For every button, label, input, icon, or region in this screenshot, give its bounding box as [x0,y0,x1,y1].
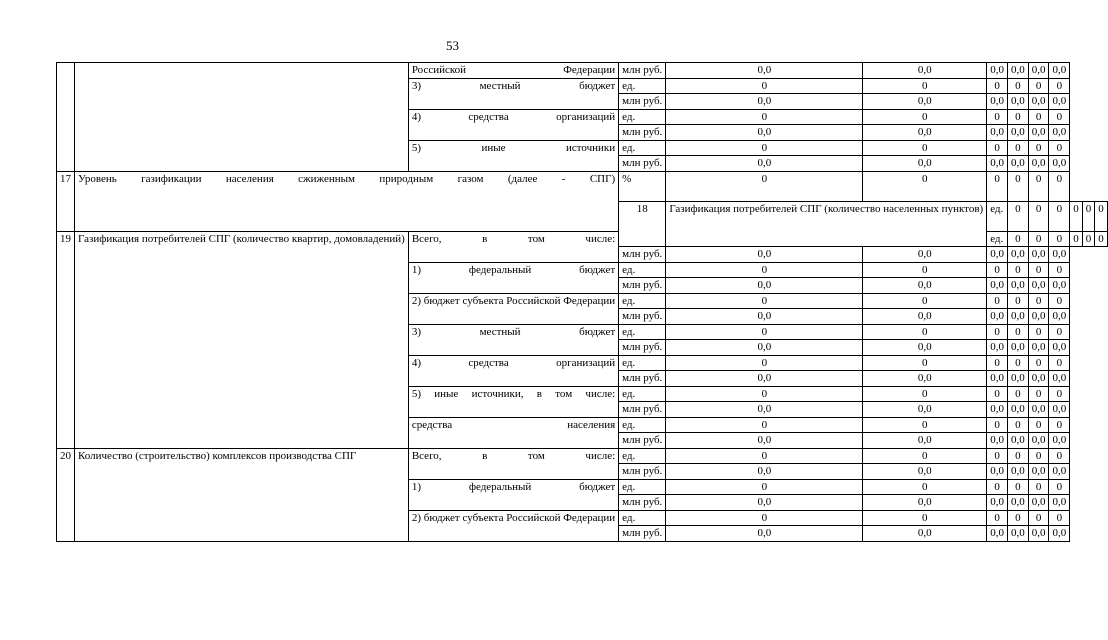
value-cell: 0,0 [666,340,863,356]
unit-cell: ед. [619,262,666,278]
unit-cell: млн руб. [619,464,666,480]
value-cell: 0 [666,140,863,156]
indicator-name: Количество (строительство) комплексов производства СПГ [75,448,409,541]
value-cell: 0,0 [1049,495,1070,511]
value-cell: 0,0 [987,63,1008,79]
value-cell: 0,0 [1007,340,1028,356]
funding-source: Российской Федерации [408,63,618,79]
value-cell: 0 [1049,262,1070,278]
value-cell: 0,0 [1049,247,1070,263]
value-cell: 0 [987,324,1008,340]
value-cell: 0,0 [863,94,987,110]
unit-cell: ед. [619,78,666,94]
value-cell: 0 [1028,78,1049,94]
value-cell: 0,0 [863,340,987,356]
unit-cell: млн руб. [619,309,666,325]
value-cell: 0 [1095,231,1108,247]
value-cell: 0 [987,386,1008,402]
value-cell: 0 [1007,78,1028,94]
value-cell: 0 [863,78,987,94]
value-cell: 0,0 [1028,340,1049,356]
value-cell: 0 [1007,324,1028,340]
value-cell: 0 [863,171,987,201]
unit-cell: ед. [619,293,666,309]
value-cell: 0 [1095,201,1108,231]
value-cell: 0 [1028,171,1049,201]
value-cell: 0 [1028,262,1049,278]
value-cell: 0,0 [987,94,1008,110]
value-cell: 0,0 [863,402,987,418]
unit-cell: ед. [619,510,666,526]
value-cell: 0 [863,324,987,340]
value-cell: 0 [863,355,987,371]
value-cell: 0,0 [987,464,1008,480]
value-cell: 0 [1049,201,1070,231]
value-cell: 0 [1028,510,1049,526]
unit-cell: млн руб. [619,526,666,542]
value-cell: 0 [1049,355,1070,371]
value-cell: 0,0 [1028,309,1049,325]
value-cell: 0,0 [987,433,1008,449]
value-cell: 0,0 [1007,94,1028,110]
unit-cell: млн руб. [619,433,666,449]
value-cell: 0,0 [666,278,863,294]
value-cell: 0,0 [666,371,863,387]
value-cell: 0 [987,293,1008,309]
value-cell: 0,0 [1007,63,1028,79]
value-cell: 0,0 [863,125,987,141]
row-number: 19 [57,231,75,448]
value-cell: 0,0 [1028,125,1049,141]
unit-cell: ед. [619,479,666,495]
value-cell: 0 [1049,140,1070,156]
unit-cell: млн руб. [619,156,666,172]
value-cell: 0,0 [666,433,863,449]
value-cell: 0 [666,171,863,201]
value-cell: 0,0 [666,402,863,418]
value-cell: 0 [987,448,1008,464]
value-cell: 0 [987,109,1008,125]
row-number: 17 [57,171,75,231]
value-cell: 0,0 [666,94,863,110]
value-cell: 0,0 [1049,309,1070,325]
indicator-name: Газификация потребителей СПГ (количество квартир, домовладений) [75,231,409,448]
funding-source: Всего, в том числе: [408,448,618,479]
value-cell: 0 [1049,448,1070,464]
unit-cell: млн руб. [619,94,666,110]
value-cell: 0 [1028,386,1049,402]
value-cell: 0,0 [666,63,863,79]
value-cell: 0,0 [987,371,1008,387]
value-cell: 0 [863,479,987,495]
funding-source: 3) местный бюджет [408,324,618,355]
value-cell: 0 [666,479,863,495]
value-cell: 0,0 [863,433,987,449]
value-cell: 0,0 [1007,526,1028,542]
value-cell: 0 [1007,510,1028,526]
value-cell: 0,0 [1049,340,1070,356]
value-cell: 0,0 [666,247,863,263]
unit-cell: млн руб. [619,125,666,141]
page-number: 53 [446,38,459,53]
value-cell: 0 [1007,201,1028,231]
table-row [57,171,1108,201]
value-cell: 0,0 [1049,402,1070,418]
value-cell: 0,0 [1007,433,1028,449]
value-cell: 0 [1028,417,1049,433]
value-cell: 0,0 [666,125,863,141]
value-cell: 0 [1049,510,1070,526]
value-cell: 0,0 [987,278,1008,294]
value-cell: 0 [666,78,863,94]
funding-source: Всего, в том числе: [408,231,618,262]
value-cell: 0 [1049,293,1070,309]
unit-cell: ед. [619,355,666,371]
value-cell: 0,0 [987,495,1008,511]
unit-cell: ед. [619,386,666,402]
unit-cell: млн руб. [619,63,666,79]
table-row [57,63,1108,79]
unit-cell: млн руб. [619,278,666,294]
row-number: 20 [57,448,75,541]
value-cell: 0 [1007,262,1028,278]
value-cell: 0,0 [987,125,1008,141]
funding-source: 4) средства организаций [408,109,618,140]
unit-cell: ед. [987,231,1008,247]
value-cell: 0 [987,262,1008,278]
value-cell: 0 [1049,324,1070,340]
value-cell: 0 [1028,293,1049,309]
value-cell: 0 [1028,479,1049,495]
value-cell: 0 [1028,201,1049,231]
value-cell: 0 [1070,231,1083,247]
value-cell: 0 [666,262,863,278]
value-cell: 0 [1007,293,1028,309]
value-cell: 0 [987,140,1008,156]
value-cell: 0 [1049,479,1070,495]
funding-source: 2) бюджет субъекта Российской Федерации [408,293,618,324]
value-cell: 0,0 [1007,371,1028,387]
value-cell: 0,0 [863,526,987,542]
unit-cell: ед. [619,448,666,464]
unit-cell: ед. [619,417,666,433]
value-cell: 0 [666,448,863,464]
value-cell: 0,0 [1007,464,1028,480]
value-cell: 0 [1007,448,1028,464]
unit-cell: ед. [619,324,666,340]
value-cell: 0,0 [1049,371,1070,387]
funding-source: 1) федеральный бюджет [408,479,618,510]
value-cell: 0 [1007,355,1028,371]
value-cell: 0 [987,171,1008,201]
value-cell: 0 [1007,140,1028,156]
value-cell: 0,0 [1007,495,1028,511]
unit-cell: млн руб. [619,495,666,511]
funding-source: 2) бюджет субъекта Российской Федерации [408,510,618,541]
unit-cell: млн руб. [619,340,666,356]
value-cell: 0 [863,510,987,526]
value-cell: 0 [1028,140,1049,156]
value-cell: 0 [666,109,863,125]
value-cell: 0,0 [1028,495,1049,511]
value-cell: 0 [987,78,1008,94]
value-cell: 0,0 [1028,464,1049,480]
value-cell: 0,0 [1007,247,1028,263]
value-cell: 0,0 [666,495,863,511]
funding-table [56,62,1108,542]
value-cell: 0 [987,355,1008,371]
value-cell: 0 [1028,231,1049,247]
funding-source: 5) иные источники [408,140,618,171]
value-cell: 0,0 [666,156,863,172]
value-cell: 0 [1070,201,1083,231]
funding-source: 5) иные источники, в том числе: [408,386,618,417]
value-cell: 0 [1028,448,1049,464]
value-cell: 0 [1007,109,1028,125]
value-cell: 0,0 [863,247,987,263]
value-cell: 0 [1007,231,1028,247]
value-cell: 0 [1007,171,1028,201]
value-cell: 0 [1007,386,1028,402]
value-cell: 0,0 [863,464,987,480]
value-cell: 0 [987,479,1008,495]
value-cell: 0,0 [666,464,863,480]
funding-source: 3) местный бюджет [408,78,618,109]
value-cell: 0 [666,510,863,526]
value-cell: 0,0 [863,309,987,325]
value-cell: 0,0 [1007,278,1028,294]
value-cell: 0,0 [666,309,863,325]
table-row [57,448,1108,464]
value-cell: 0 [863,386,987,402]
value-cell: 0 [863,448,987,464]
value-cell: 0,0 [1028,433,1049,449]
value-cell: 0 [1028,324,1049,340]
value-cell: 0 [987,417,1008,433]
value-cell: 0,0 [1049,433,1070,449]
funding-source: 1) федеральный бюджет [408,262,618,293]
row-number [57,63,75,172]
value-cell: 0 [987,510,1008,526]
value-cell: 0,0 [987,247,1008,263]
value-cell: 0 [863,262,987,278]
unit-cell: ед. [619,109,666,125]
value-cell: 0,0 [1049,278,1070,294]
value-cell: 0,0 [1007,402,1028,418]
value-cell: 0,0 [1028,371,1049,387]
value-cell: 0 [863,417,987,433]
funding-source: 4) средства организаций [408,355,618,386]
value-cell: 0 [1049,417,1070,433]
value-cell: 0 [863,293,987,309]
indicator-name: Газификация потребителей СПГ (количество населенных пунктов) [666,201,987,247]
value-cell: 0,0 [863,371,987,387]
value-cell: 0 [1049,109,1070,125]
value-cell: 0 [1007,479,1028,495]
funding-source: средства населения [408,417,618,448]
value-cell: 0 [1028,109,1049,125]
value-cell: 0,0 [863,63,987,79]
value-cell: 0 [666,324,863,340]
value-cell: 0,0 [1049,464,1070,480]
value-cell: 0 [1082,231,1095,247]
value-cell: 0,0 [987,309,1008,325]
value-cell: 0,0 [1007,125,1028,141]
value-cell: 0,0 [1028,278,1049,294]
value-cell: 0 [1049,386,1070,402]
unit-cell: млн руб. [619,402,666,418]
value-cell: 0,0 [863,156,987,172]
value-cell: 0,0 [1049,156,1070,172]
unit-cell: млн руб. [619,247,666,263]
value-cell: 0,0 [863,278,987,294]
value-cell: 0,0 [1007,309,1028,325]
value-cell: 0,0 [666,526,863,542]
value-cell: 0,0 [1028,63,1049,79]
unit-cell: ед. [987,201,1008,231]
value-cell: 0,0 [987,156,1008,172]
value-cell: 0 [1049,171,1070,201]
value-cell: 0,0 [1049,94,1070,110]
value-cell: 0,0 [863,495,987,511]
value-cell: 0 [666,355,863,371]
row-number: 18 [619,201,666,247]
value-cell: 0 [863,109,987,125]
unit-cell: % [619,171,666,201]
indicator-name [75,63,409,172]
value-cell: 0 [666,386,863,402]
value-cell: 0,0 [1028,156,1049,172]
value-cell: 0,0 [1007,156,1028,172]
value-cell: 0 [666,293,863,309]
value-cell: 0 [1028,355,1049,371]
value-cell: 0,0 [1028,247,1049,263]
unit-cell: млн руб. [619,371,666,387]
value-cell: 0,0 [1028,526,1049,542]
indicator-name: Уровень газификации населения сжиженным природным газом (далее - СПГ) [75,171,619,231]
value-cell: 0,0 [1049,125,1070,141]
value-cell: 0 [863,140,987,156]
value-cell: 0,0 [987,402,1008,418]
value-cell: 0 [1049,231,1070,247]
value-cell: 0,0 [1049,63,1070,79]
value-cell: 0,0 [987,526,1008,542]
value-cell: 0 [666,417,863,433]
value-cell: 0 [1082,201,1095,231]
value-cell: 0,0 [987,340,1008,356]
value-cell: 0,0 [1049,526,1070,542]
value-cell: 0,0 [1028,94,1049,110]
unit-cell: ед. [619,140,666,156]
value-cell: 0 [1007,417,1028,433]
value-cell: 0 [1049,78,1070,94]
value-cell: 0,0 [1028,402,1049,418]
